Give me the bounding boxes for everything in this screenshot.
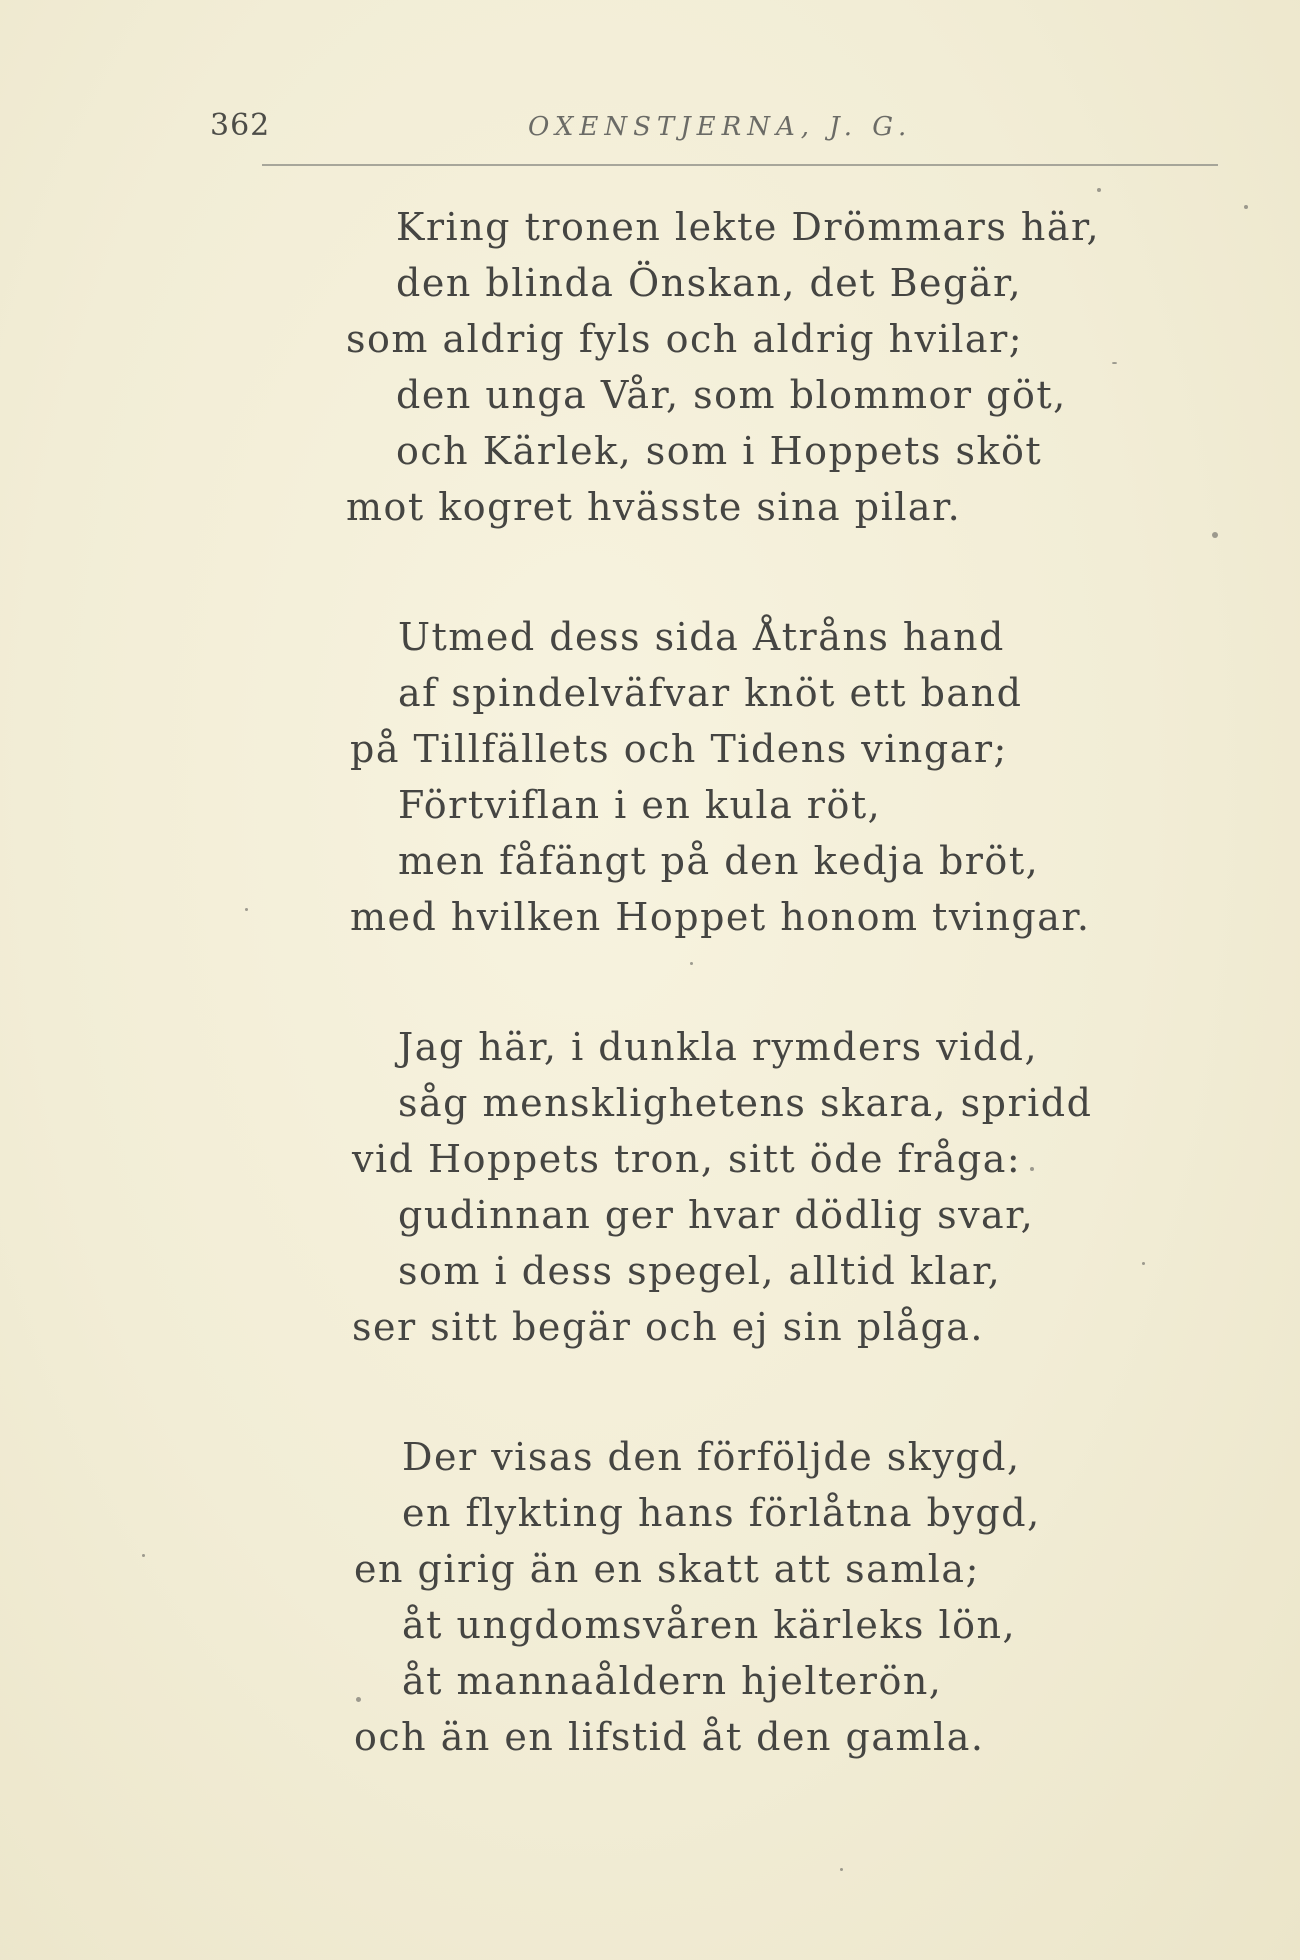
poem-line: som aldrig fyls och aldrig hvilar;	[346, 317, 1024, 361]
poem-line: vid Hoppets tron, sitt öde fråga:	[352, 1137, 1022, 1181]
poem-line: som i dess spegel, alltid klar,	[398, 1249, 1002, 1293]
poem-line: åt ungdomsvåren kärleks lön,	[402, 1603, 1017, 1647]
poem-line: den blinda Önskan, det Begär,	[396, 261, 1023, 305]
running-head: OXENSTJERNA, J. G.	[528, 112, 913, 142]
poem-line: den unga Vår, som blommor göt,	[396, 373, 1067, 417]
poem-line: Utmed dess sida Åtråns hand	[398, 615, 1005, 659]
poem-line: åt mannaåldern hjelterön,	[402, 1659, 943, 1703]
paper-speck	[840, 1868, 843, 1871]
poem-line: af spindelväfvar knöt ett band	[398, 671, 1023, 715]
poem-line: på Tillfällets och Tidens vingar;	[350, 727, 1008, 771]
paper-speck	[356, 1697, 361, 1702]
poem-line: mot kogret hvässte sina pilar.	[346, 485, 962, 529]
poem-line: såg mensklighetens skara, spridd	[398, 1081, 1093, 1125]
page-number: 362	[210, 108, 271, 143]
poem-line: en girig än en skatt att samla;	[354, 1547, 980, 1591]
poem-line: Jag här, i dunkla rymders vidd,	[398, 1025, 1039, 1069]
poem-line: men fåfängt på den kedja bröt,	[398, 839, 1040, 883]
paper-speck	[1097, 188, 1101, 192]
paper-speck	[690, 962, 693, 965]
paper-speck	[142, 1554, 145, 1557]
paper-speck	[1030, 1167, 1034, 1171]
paper-speck	[1244, 205, 1248, 209]
poem-line: gudinnan ger hvar dödlig svar,	[398, 1193, 1035, 1237]
poem-line: Der visas den förföljde skygd,	[402, 1435, 1021, 1479]
paper-speck	[245, 908, 248, 911]
paper-speck	[1212, 532, 1218, 538]
poem-line: med hvilken Hoppet honom tvingar.	[350, 895, 1091, 939]
poem-line: och Kärlek, som i Hoppets sköt	[396, 429, 1043, 473]
poem-line: Kring tronen lekte Drömmars här,	[396, 205, 1101, 249]
paper-speck	[1112, 362, 1117, 364]
poem-line: och än en lifstid åt den gamla.	[354, 1715, 985, 1759]
poem-line: en flykting hans förlåtna bygd,	[402, 1491, 1041, 1535]
poem-line: ser sitt begär och ej sin plåga.	[352, 1305, 985, 1349]
poem-line: Förtviflan i en kula röt,	[398, 783, 882, 827]
paper-speck	[1142, 1262, 1145, 1265]
